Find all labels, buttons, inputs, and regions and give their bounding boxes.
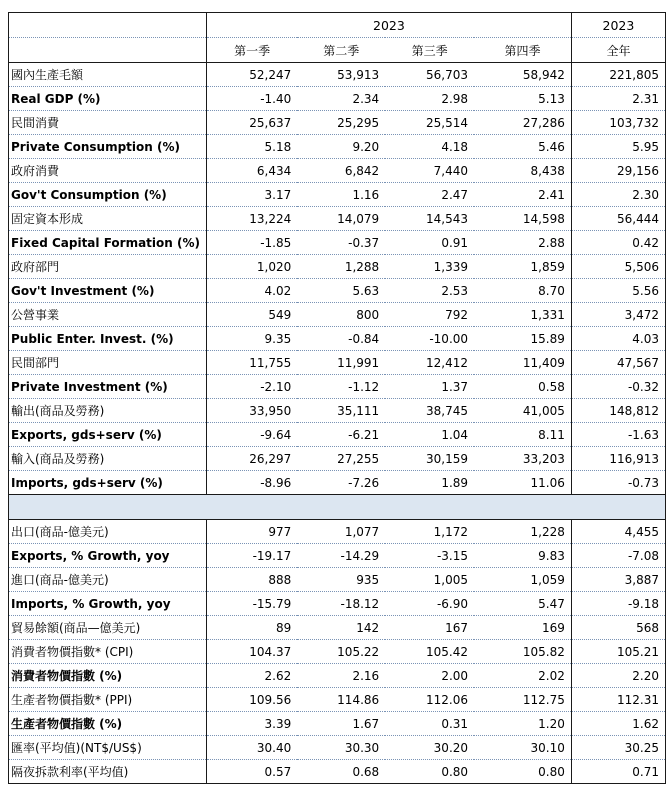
annual-value: 112.31 — [571, 688, 665, 712]
table-row — [9, 279, 666, 303]
annual-value: 148,812 — [571, 399, 665, 423]
q3-value: 7,440 — [385, 159, 474, 183]
q2-value: 935 — [297, 568, 385, 592]
q3-value: 4.18 — [385, 135, 474, 159]
row-label: Exports, % Growth, yoy — [9, 544, 207, 568]
q1-value: -9.64 — [206, 423, 297, 447]
row-label: Imports, gds+serv (%) — [9, 471, 207, 495]
annual-value: 4,455 — [571, 520, 665, 544]
q3-value: 25,514 — [385, 111, 474, 135]
table-row — [9, 760, 666, 784]
q3-value: 30,159 — [385, 447, 474, 471]
q1-value: -1.85 — [206, 231, 297, 255]
row-label: Exports, gds+serv (%) — [9, 423, 207, 447]
q1-value: 89 — [206, 616, 297, 640]
q4-value: 169 — [474, 616, 571, 640]
q4-value: 11,409 — [474, 351, 571, 375]
table-row — [9, 231, 666, 255]
q2-value: 1,288 — [297, 255, 385, 279]
annual-value: 5.56 — [571, 279, 665, 303]
q2-value: 2.34 — [297, 87, 385, 111]
annual-value: 3,887 — [571, 568, 665, 592]
q3-value: 1,005 — [385, 568, 474, 592]
table-row — [9, 183, 666, 207]
annual-value: -9.18 — [571, 592, 665, 616]
section-b-rows — [9, 520, 666, 784]
row-label: Fixed Capital Formation (%) — [9, 231, 207, 255]
annual-value: 0.71 — [632, 764, 659, 779]
year-total-header: 2023 — [571, 13, 665, 38]
row-label: 生產者物價指數* (PPI) — [9, 688, 207, 712]
table-row — [9, 423, 666, 447]
table-row — [9, 375, 666, 399]
annual-value: 2.30 — [571, 183, 665, 207]
q4-value: 1,228 — [474, 520, 571, 544]
annual-value: 0.42 — [571, 231, 665, 255]
q4-value: 2.02 — [474, 664, 571, 688]
q3-value: 30.20 — [385, 736, 474, 760]
annual-value: -7.08 — [571, 544, 665, 568]
annual-value: -0.73 — [571, 471, 665, 495]
row-label: 政府消費 — [9, 159, 207, 183]
table-row — [9, 351, 666, 375]
row-label: 民間消費 — [9, 111, 207, 135]
table-row — [9, 640, 666, 664]
row-label: 民間部門 — [9, 351, 207, 375]
row-label: 貿易餘額(商品—億美元) — [9, 616, 207, 640]
q1-value: 25,637 — [206, 111, 297, 135]
q2-value: 9.20 — [297, 135, 385, 159]
q1-value: 5.18 — [206, 135, 297, 159]
table-row — [9, 568, 666, 592]
q3-value: 1.37 — [385, 375, 474, 399]
q3-value: 1,339 — [385, 255, 474, 279]
row-label: 匯率(平均值)(NT$/US$) — [9, 736, 207, 760]
q4-value: 8.11 — [474, 423, 571, 447]
q2-value: -1.12 — [297, 375, 385, 399]
table-row — [9, 616, 666, 640]
q2-value: 30.30 — [297, 736, 385, 760]
table-row — [9, 135, 666, 159]
row-label: Private Investment (%) — [9, 375, 207, 399]
annual-value: 5.95 — [571, 135, 665, 159]
section-divider-band — [9, 495, 666, 520]
q2-value: 1.16 — [297, 183, 385, 207]
q4-value: 41,005 — [474, 399, 571, 423]
q2-value: -0.37 — [297, 231, 385, 255]
annual-value: 105.21 — [571, 640, 665, 664]
q1-value: 109.56 — [206, 688, 297, 712]
annual-value: 2.31 — [571, 87, 665, 111]
q1-value: 30.40 — [206, 736, 297, 760]
q3-value: 38,745 — [385, 399, 474, 423]
quarter-header-q1: 第一季 — [206, 38, 297, 63]
quarter-header-q2: 第二季 — [297, 38, 385, 63]
annual-value: 116,913 — [571, 447, 665, 471]
q4-value: 1,859 — [474, 255, 571, 279]
q1-value: 3.17 — [206, 183, 297, 207]
quarter-header-q4: 第四季 — [474, 38, 571, 63]
q2-value: -0.84 — [297, 327, 385, 351]
q1-value: 549 — [206, 303, 297, 327]
row-label: 進口(商品-億美元) — [9, 568, 207, 592]
q3-value: 14,543 — [385, 207, 474, 231]
row-label: 消費者物價指數 (%) — [9, 664, 207, 688]
row-label: 輸出(商品及勞務) — [9, 399, 207, 423]
q2-value: -7.26 — [297, 471, 385, 495]
row-label: Real GDP (%) — [9, 87, 207, 111]
q3-value: 2.47 — [385, 183, 474, 207]
row-label: 隔夜拆款利率(平均值) — [9, 760, 207, 784]
q4-value: 0.80 — [474, 760, 571, 784]
table-row — [9, 520, 666, 544]
q1-value: -19.17 — [206, 544, 297, 568]
row-label: Gov't Consumption (%) — [9, 183, 207, 207]
table-row — [9, 159, 666, 183]
annual-value: -0.32 — [571, 375, 665, 399]
annual-value: 2.20 — [571, 664, 665, 688]
row-label: 消費者物價指數* (CPI) — [9, 640, 207, 664]
quarter-header-q3: 第三季 — [385, 38, 474, 63]
annual-value: 3,472 — [571, 303, 665, 327]
q1-value: 888 — [206, 568, 297, 592]
quarter-header-row — [9, 38, 666, 63]
q1-value: 9.35 — [206, 327, 297, 351]
q2-value: 114.86 — [297, 688, 385, 712]
q4-value: 105.82 — [474, 640, 571, 664]
q4-value: 15.89 — [474, 327, 571, 351]
q3-value: 167 — [385, 616, 474, 640]
q2-value: 142 — [297, 616, 385, 640]
q1-value: -15.79 — [206, 592, 297, 616]
header-corner-lower — [9, 38, 207, 63]
q4-value: 33,203 — [474, 447, 571, 471]
q2-value: 2.16 — [297, 664, 385, 688]
q4-value: 27,286 — [474, 111, 571, 135]
q4-value: 112.75 — [474, 688, 571, 712]
table-row — [9, 111, 666, 135]
q2-value: 53,913 — [297, 63, 385, 87]
q4-value: 9.83 — [474, 544, 571, 568]
q1-value: 6,434 — [206, 159, 297, 183]
q3-value: 0.91 — [385, 231, 474, 255]
q3-value: 2.53 — [385, 279, 474, 303]
table-row — [9, 447, 666, 471]
q4-value: 8,438 — [474, 159, 571, 183]
q4-value: 5.13 — [474, 87, 571, 111]
table-row — [9, 544, 666, 568]
q3-value: 112.06 — [385, 688, 474, 712]
q4-value: 0.58 — [474, 375, 571, 399]
q2-value: 105.22 — [297, 640, 385, 664]
q4-value: 8.70 — [474, 279, 571, 303]
annual-value: 5,506 — [571, 255, 665, 279]
row-label: Public Enter. Invest. (%) — [9, 327, 207, 351]
annual-value: 47,567 — [571, 351, 665, 375]
table-row — [9, 664, 666, 688]
annual-value: 4.03 — [571, 327, 665, 351]
q1-value: 0.57 — [264, 764, 292, 779]
q1-value: 26,297 — [206, 447, 297, 471]
table-row — [9, 255, 666, 279]
q3-value: -3.15 — [385, 544, 474, 568]
q4-value: 14,598 — [474, 207, 571, 231]
q1-value: 3.39 — [206, 712, 297, 736]
q4-value: 5.47 — [474, 592, 571, 616]
row-label: Imports, % Growth, yoy — [9, 592, 207, 616]
q1-value: 33,950 — [206, 399, 297, 423]
q1-value: -1.40 — [206, 87, 297, 111]
annual-value: -1.63 — [571, 423, 665, 447]
q2-value: 35,111 — [297, 399, 385, 423]
q3-value: 0.31 — [385, 712, 474, 736]
q2-value: 6,842 — [297, 159, 385, 183]
annual-value: 29,156 — [571, 159, 665, 183]
row-label: 固定資本形成 — [9, 207, 207, 231]
table-row — [9, 399, 666, 423]
q3-value: -10.00 — [385, 327, 474, 351]
q3-value: 56,703 — [385, 63, 474, 87]
annual-value: 1.62 — [571, 712, 665, 736]
q1-value: 11,755 — [206, 351, 297, 375]
q2-value: -14.29 — [297, 544, 385, 568]
q1-value: -8.96 — [206, 471, 297, 495]
row-label: 公營事業 — [9, 303, 207, 327]
table-row — [9, 207, 666, 231]
table-row — [9, 736, 666, 760]
year-header-row — [9, 13, 666, 38]
section-a-rows — [9, 63, 666, 495]
q2-value: 27,255 — [297, 447, 385, 471]
row-label: Private Consumption (%) — [9, 135, 207, 159]
q3-value: 105.42 — [385, 640, 474, 664]
q3-value: 1.04 — [385, 423, 474, 447]
q2-value: 0.68 — [352, 764, 380, 779]
table-row — [9, 303, 666, 327]
table-row — [9, 327, 666, 351]
annual-value: 568 — [571, 616, 665, 640]
q4-value: 2.41 — [474, 183, 571, 207]
q2-value: -6.21 — [297, 423, 385, 447]
q1-value: 52,247 — [206, 63, 297, 87]
q1-value: -2.10 — [206, 375, 297, 399]
table-row — [9, 688, 666, 712]
q2-value: 25,295 — [297, 111, 385, 135]
q4-value: 5.46 — [474, 135, 571, 159]
q2-value: 5.63 — [297, 279, 385, 303]
q3-value: 2.00 — [385, 664, 474, 688]
table-row — [9, 87, 666, 111]
q2-value: 11,991 — [297, 351, 385, 375]
q3-value: 1,172 — [385, 520, 474, 544]
q4-value: 2.88 — [474, 231, 571, 255]
q1-value: 2.62 — [206, 664, 297, 688]
table-row — [9, 63, 666, 87]
q1-value: 13,224 — [206, 207, 297, 231]
annual-value: 56,444 — [571, 207, 665, 231]
q2-value: 1,077 — [297, 520, 385, 544]
table-row — [9, 471, 666, 495]
row-label: 輸入(商品及勞務) — [9, 447, 207, 471]
q1-value: 4.02 — [206, 279, 297, 303]
row-label: 生產者物價指數 (%) — [9, 712, 207, 736]
q2-value: 800 — [297, 303, 385, 327]
q3-value: 792 — [385, 303, 474, 327]
total-header: 全年 — [571, 38, 665, 63]
q4-value: 1.20 — [474, 712, 571, 736]
row-label: 政府部門 — [9, 255, 207, 279]
q1-value: 977 — [206, 520, 297, 544]
table-row — [9, 592, 666, 616]
q4-value: 58,942 — [474, 63, 571, 87]
header-corner — [9, 13, 207, 38]
q4-value: 1,059 — [474, 568, 571, 592]
q2-value: 14,079 — [297, 207, 385, 231]
q1-value: 104.37 — [206, 640, 297, 664]
row-label: 國內生產毛額 — [9, 63, 207, 87]
q3-value: 0.80 — [441, 764, 469, 779]
section-divider-cell — [9, 495, 666, 520]
year-group-header: 2023 — [206, 13, 571, 38]
q3-value: 1.89 — [385, 471, 474, 495]
q3-value: 2.98 — [385, 87, 474, 111]
q4-value: 11.06 — [474, 471, 571, 495]
q3-value: 12,412 — [385, 351, 474, 375]
q2-value: 1.67 — [297, 712, 385, 736]
annual-value: 30.25 — [571, 736, 665, 760]
q2-value: -18.12 — [297, 592, 385, 616]
table-row — [9, 712, 666, 736]
row-label: Gov't Investment (%) — [9, 279, 207, 303]
q1-value: 1,020 — [206, 255, 297, 279]
annual-value: 221,805 — [571, 63, 665, 87]
economic-indicators-table — [8, 12, 666, 784]
row-label: 出口(商品-億美元) — [9, 520, 207, 544]
annual-value: 103,732 — [571, 111, 665, 135]
q4-value: 1,331 — [474, 303, 571, 327]
q4-value: 30.10 — [474, 736, 571, 760]
q3-value: -6.90 — [385, 592, 474, 616]
